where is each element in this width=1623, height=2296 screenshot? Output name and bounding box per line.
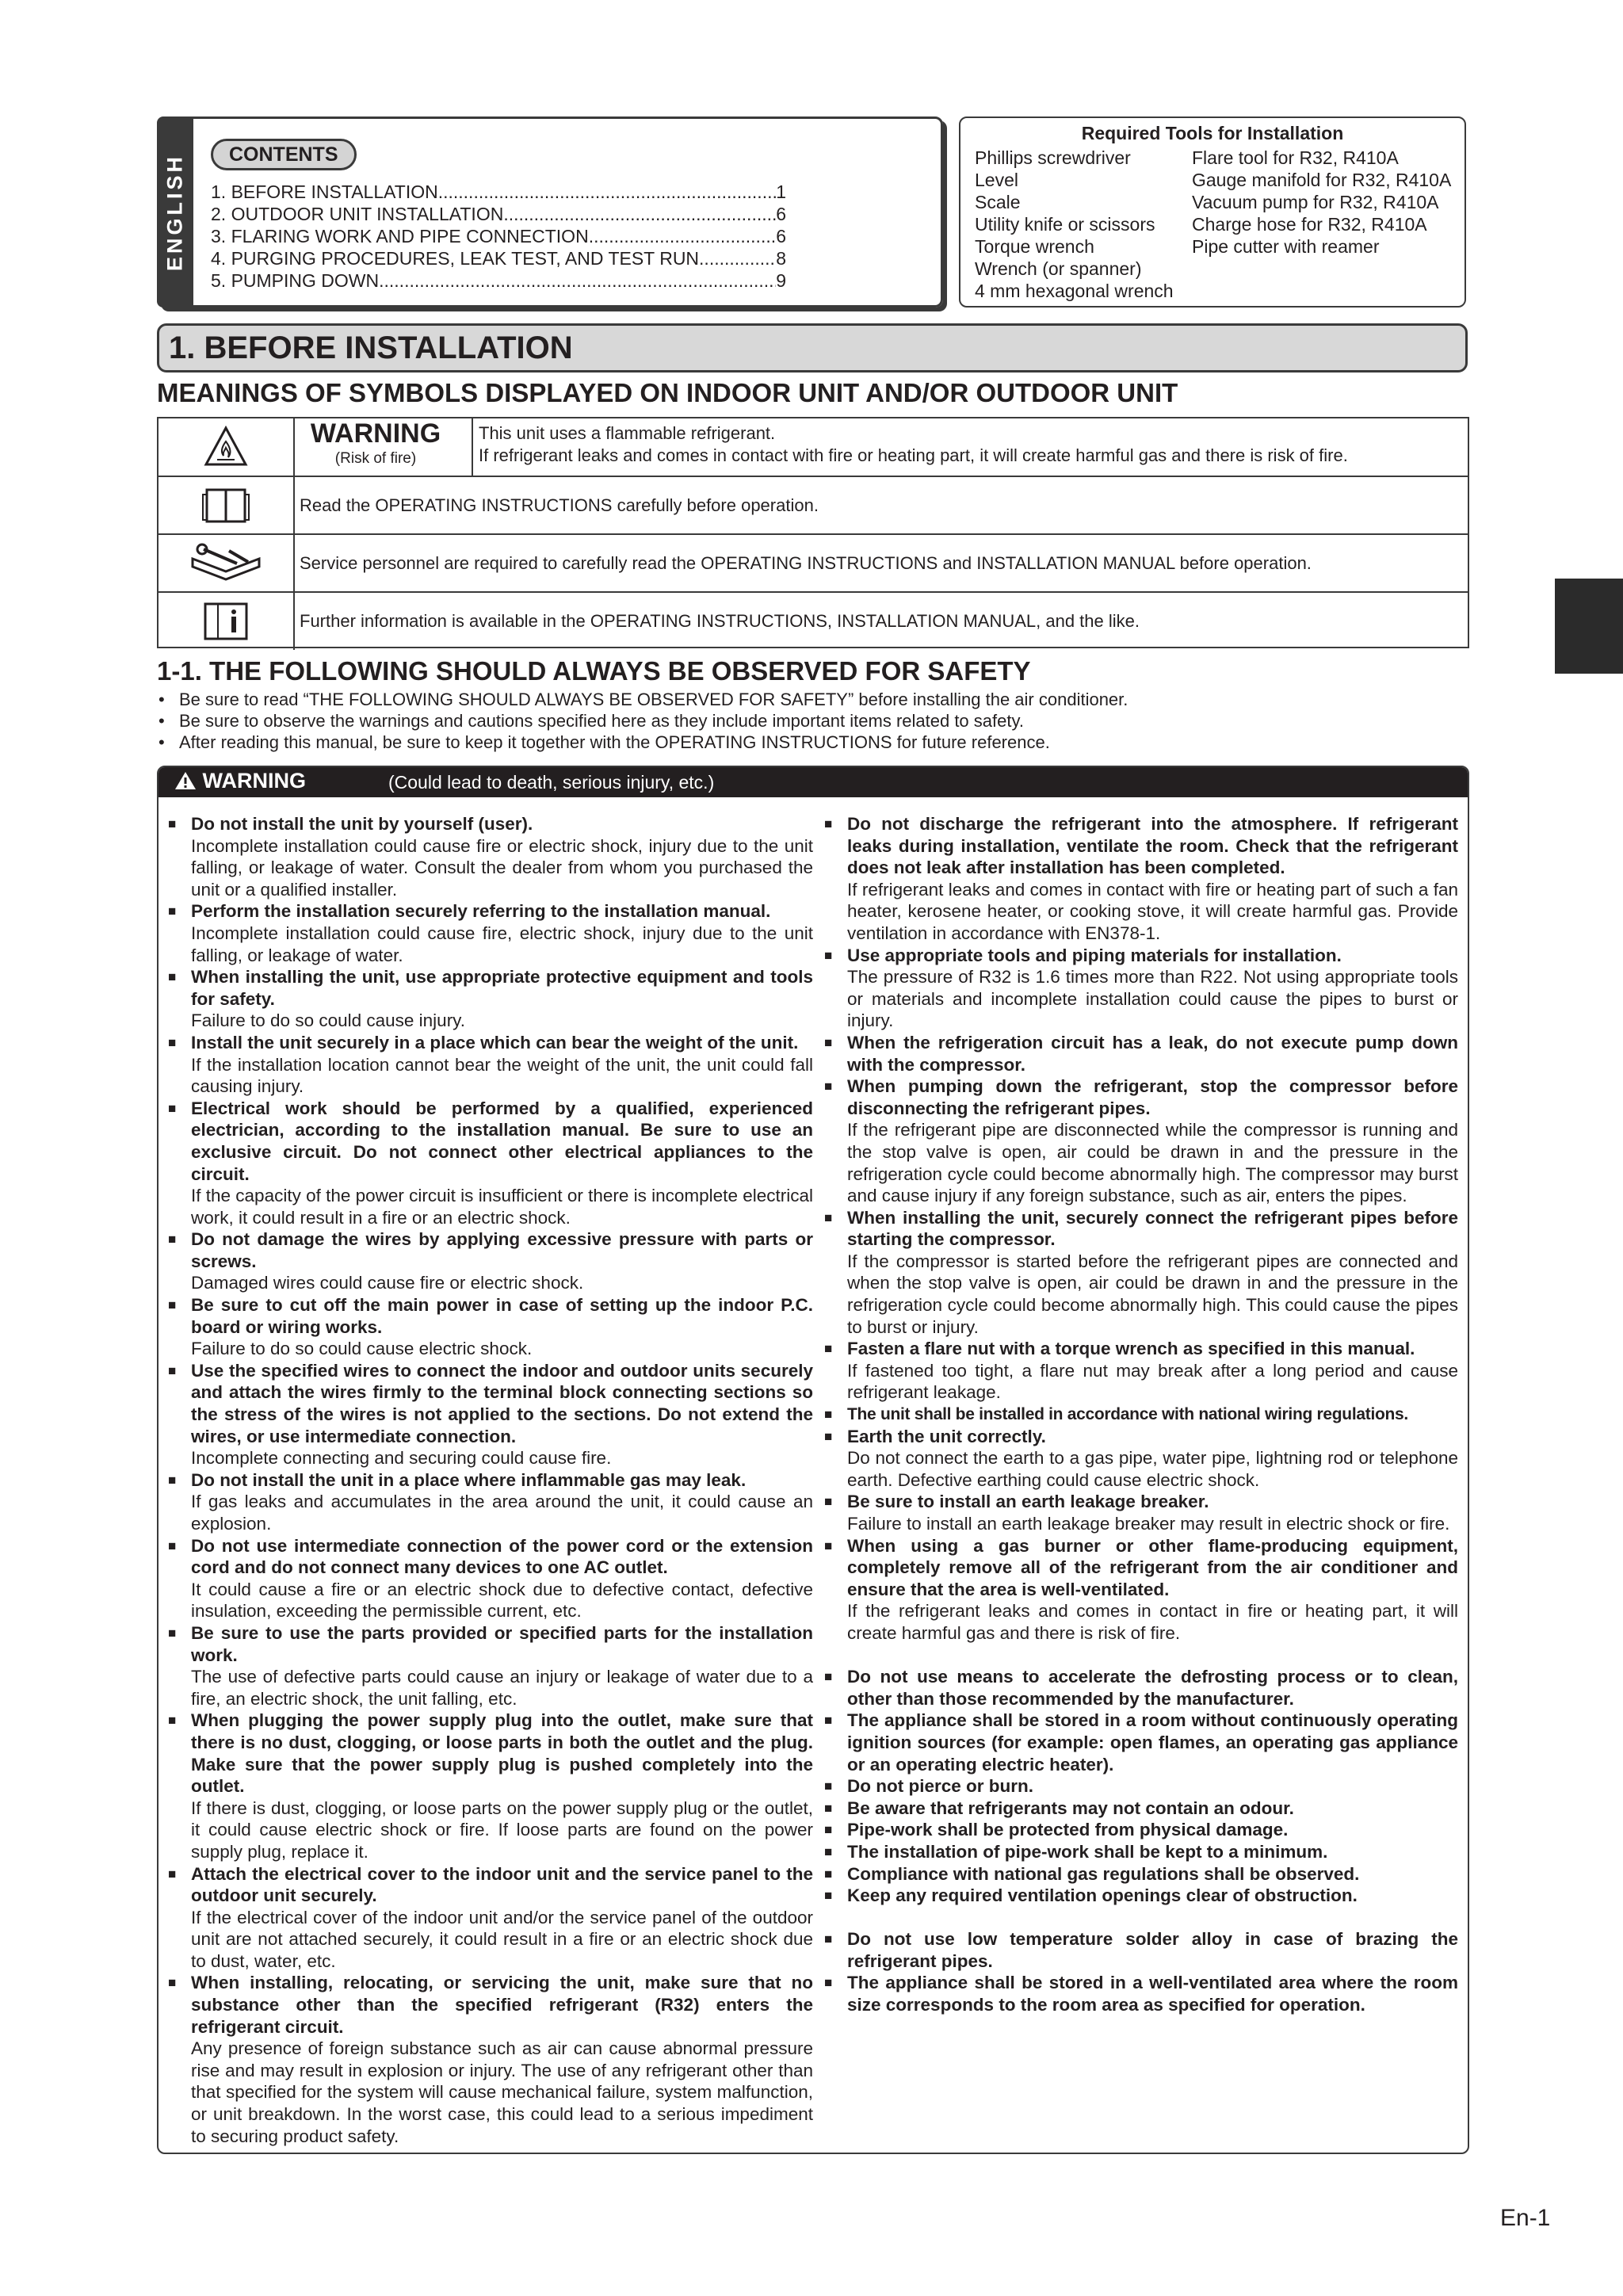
warning-item: ■ Be aware that refrigerants may not contain an odour. <box>824 1797 1458 1820</box>
tool-item: Gauge manifold for R32, R410A <box>1192 170 1452 190</box>
symbol-row-service-personnel <box>158 533 1468 591</box>
contents-list <box>211 181 786 292</box>
warning-item: ■ When installing, relocating, or servicing the unit, make sure that no substance other than the specified refrigerant (R32) enters the refrigerant circuit. Any presence of foreign substance such as air can cause abnormal pressure rise and may result in explosion or injury. The use of any refrigerant other than that specified for the system will cause mechanical failure, system malfunction, or unit breakdown. In the worst case, this could lead to a serious impediment to securing product safety. <box>168 1972 813 2147</box>
symbol-description: Further information is available in the OPERATING INSTRUCTIONS, INSTALLATION MANUAL, and the like. <box>300 611 1140 631</box>
language-tab-label: ENGLISH <box>162 153 187 271</box>
tool-item: Torque wrench <box>975 236 1094 257</box>
warning-triangle-icon <box>174 771 197 790</box>
warning-note: (Could lead to death, serious injury, etc.) <box>388 772 715 793</box>
contents-item[interactable] <box>211 269 786 292</box>
contents-item-page: 9 <box>776 270 786 291</box>
warning-item: ■ The installation of pipe-work shall be kept to a minimum. <box>824 1841 1458 1863</box>
warning-item: ■ Do not install the unit in a place where inflammable gas may leak. If gas leaks and accumulates in the area around the unit, it could cause an explosion. <box>168 1469 813 1535</box>
required-tools-title: Required Tools for Installation <box>1081 123 1344 143</box>
book-icon <box>158 477 295 533</box>
warning-item: ■ Be sure to cut off the main power in case of setting up the indoor P.C. board or wiring works. Failure to do so could cause electric shock. <box>168 1294 813 1360</box>
warning-item: ■ Be sure to use the parts provided or specified parts for the installation work. The use of defective parts could cause an injury or leakage of water due to a fire, an electric shock, the unit falling, etc. <box>168 1622 813 1710</box>
contents-item-page: 6 <box>776 226 786 246</box>
section-title: 1. BEFORE INSTALLATION <box>157 323 1468 372</box>
warning-list-right <box>824 813 1458 2016</box>
warning-item: ■ Attach the electrical cover to the indoor unit and the service panel to the outdoor unit securely. If the electrical cover of the indoor unit and/or the service panel of the outdoor unit are not attached securely, it could result in a fire or an electric shock due to dust, water, etc. <box>168 1863 813 1973</box>
warning-item: ■ Use appropriate tools and piping materials for installation. The pressure of R32 is 1.6 times more than R22. Not using appropriate tools or materials and incomplete installation could cause the pipes to burst or injury. <box>824 945 1458 1032</box>
contents-item-page: 6 <box>776 204 786 224</box>
warning-item: ■ Keep any required ventilation openings clear of obstruction. <box>824 1885 1458 1907</box>
tools-list-right <box>1192 147 1451 258</box>
warning-item: ■ When using a gas burner or other flame-producing equipment, completely remove all of the refrigerant from the air conditioner and ensure that the area is well-ventilated. If the refrigerant leaks and comes in contact in fire or heating part, it will create harmful gas and there is risk of fire. <box>824 1535 1458 1645</box>
warning-item: ■ Do not install the unit by yourself (user). Incomplete installation could cause fire or electric shock, injury due to the unit falling, or leakage of water. Consult the dealer from whom you purchased the unit or a qualified installer. <box>168 813 813 900</box>
symbol-description: Read the OPERATING INSTRUCTIONS carefully before operation. <box>300 495 819 515</box>
contents-item-label: 1. BEFORE INSTALLATION <box>211 181 438 202</box>
symbols-title: MEANINGS OF SYMBOLS DISPLAYED ON INDOOR UNIT AND/OR OUTDOOR UNIT <box>157 378 1178 407</box>
warning-item: ■ When installing the unit, use appropriate protective equipment and tools for safety. Failure to do so could cause injury. <box>168 966 813 1032</box>
contents-item[interactable] <box>211 181 786 203</box>
risk-of-fire-label: (Risk of fire) <box>334 450 417 467</box>
contents-item[interactable] <box>211 225 786 247</box>
tool-item: Pipe cutter with reamer <box>1192 236 1380 257</box>
warning-item: ■ Use the specified wires to connect the indoor and outdoor units securely and attach the wires firmly to the terminal block connecting sections so the stress of the wires is not applied to the sections. Do not extend the wires, or use intermediate connection. Incomplete connecting and securing could cause fire. <box>168 1360 813 1469</box>
language-tab <box>157 117 193 308</box>
warning-item: ■ Fasten a flare nut with a torque wrench as specified in this manual. If fastened too tight, a flare nut may break after a long period and cause refrigerant leakage. <box>824 1338 1458 1404</box>
symbol-row-operating-instructions <box>158 476 1468 533</box>
safety-bullet: • Be sure to observe the warnings and cautions specified here as they include important items related to safety. <box>157 710 1128 732</box>
tool-item: Scale <box>975 192 1021 212</box>
service-manual-icon <box>158 535 295 591</box>
warning-item: ■ Electrical work should be performed by a qualified, experienced electrician, according to the installation manual. Be sure to use an exclusive circuit. Do not connect other electrical appliances to the circuit. If the capacity of the power circuit is insufficient or there is incomplete electrical work, it could result in a fire or an electric shock. <box>168 1098 813 1229</box>
symbols-table <box>157 417 1469 648</box>
tool-item: Utility knife or scissors <box>975 214 1155 235</box>
warning-item: ■ Do not discharge the refrigerant into the atmosphere. If refrigerant leaks during installation, ventilate the room. Check that the refrigerant does not leak after installation has been completed. If refrigerant leaks and comes in contact with fire or heating part of such a fan heater, kerosene heater, or cooking stove, it will create harmful gas. Provide ventilation in accordance with EN378-1. <box>824 813 1458 945</box>
page-number: En-1 <box>1500 2205 1551 2231</box>
tool-item: Phillips screwdriver <box>975 147 1131 168</box>
contents-item[interactable] <box>211 203 786 225</box>
warning-item: ■ Be sure to install an earth leakage breaker. Failure to install an earth leakage breaker may result in electric shock or fire. <box>824 1491 1458 1534</box>
warning-item: ■ Do not damage the wires by applying excessive pressure with parts or screws. Damaged wires could cause fire or electric shock. <box>168 1228 813 1294</box>
warning-item: ■ Compliance with national gas regulations shall be observed. <box>824 1863 1458 1885</box>
symbol-row-further-information <box>158 591 1468 650</box>
warning-item: ■ Earth the unit correctly. Do not connect the earth to a gas pipe, water pipe, lightning rod or telephone earth. Defective earthing could cause electric shock. <box>824 1426 1458 1492</box>
required-tools-box <box>959 117 1466 308</box>
warning-item: ■ Install the unit securely in a place which can bear the weight of the unit. If the installation location cannot bear the weight of the unit, the unit could fall causing injury. <box>168 1032 813 1098</box>
warning-item: ■ Do not pierce or burn. <box>824 1775 1458 1797</box>
safety-bullet: • After reading this manual, be sure to keep it together with the OPERATING INSTRUCTIONS for future reference. <box>157 732 1128 753</box>
warning-item: ■ When installing the unit, securely connect the refrigerant pipes before starting the compressor. If the compressor is started before the refrigerant pipes are connected and when the stop valve is open, air could be drawn in and the pressure in the refrigeration cycle could become abnormally high. This could cause the pipes to burst or injury. <box>824 1207 1458 1339</box>
contents-item-label: 4. PURGING PROCEDURES, LEAK TEST, AND TEST RUN <box>211 248 700 269</box>
tool-item: Charge hose for R32, R410A <box>1192 214 1427 235</box>
warning-item: ■ When the refrigeration circuit has a leak, do not execute pump down with the compressor. <box>824 1032 1458 1075</box>
info-manual-icon <box>158 593 295 650</box>
flammable-warning-icon <box>158 417 295 476</box>
warning-item: ■ Do not use low temperature solder alloy in case of brazing the refrigerant pipes. <box>824 1928 1458 1972</box>
safety-bullet-list <box>157 689 1128 753</box>
tool-item: Vacuum pump for R32, R410A <box>1192 192 1439 212</box>
warning-word: WARNING <box>310 418 441 449</box>
warning-text-line: This unit uses a flammable refrigerant. <box>479 423 776 443</box>
tool-item: Level <box>975 170 1018 190</box>
contents-item-page: 8 <box>776 248 786 269</box>
contents-title: CONTENTS <box>211 139 357 170</box>
warning-item: ■ The unit shall be installed in accordance with national wiring regulations. <box>824 1404 1458 1426</box>
warning-item: ■ When plugging the power supply plug into the outlet, make sure that there is no dust, clogging, or loose parts in both the outlet and the plug. Make sure that the power supply plug is pushed completely into the outlet. If there is dust, clogging, or loose parts on the power supply plug or the outlet, it could cause electric shock or fire. If loose parts are found on the power supply plug, replace it. <box>168 1710 813 1862</box>
safety-bullet: • Be sure to read “THE FOLLOWING SHOULD ALWAYS BE OBSERVED FOR SAFETY” before installing the air conditioner. <box>157 689 1128 710</box>
symbol-description: Service personnel are required to carefully read the OPERATING INSTRUCTIONS and INSTALLATION MANUAL before operation. <box>300 553 1312 573</box>
warning-item: ■ Do not use intermediate connection of the power cord or the extension cord and do not connect many devices to one AC outlet. It could cause a fire or an electric shock due to defective contact, defective insulation, exceeding the permissible current, etc. <box>168 1535 813 1622</box>
warning-item: ■ Pipe-work shall be protected from physical damage. <box>824 1819 1458 1841</box>
contents-item-label: 5. PUMPING DOWN <box>211 270 380 291</box>
tools-list-left <box>975 147 1174 302</box>
tool-item: Flare tool for R32, R410A <box>1192 147 1399 168</box>
warning-item: ■ When pumping down the refrigerant, stop the compressor before disconnecting the refrigerant pipes. If the refrigerant pipe are disconnected while the compressor is running and the stop valve is open, air could be drawn in and the pressure in the refrigeration cycle could become abnormally high. The compressor may burst and cause injury if any foreign substance, such as air, enters the pipes. <box>824 1075 1458 1207</box>
warning-label: WARNING <box>202 769 307 793</box>
contents-item-label: 3. FLARING WORK AND PIPE CONNECTION <box>211 226 589 246</box>
contents-item-page: 1 <box>776 181 786 202</box>
tool-item: 4 mm hexagonal wrench <box>975 281 1174 301</box>
symbol-row-warning <box>158 417 1468 476</box>
chapter-side-tab <box>1555 579 1623 674</box>
warning-word-cell <box>296 417 455 468</box>
warning-item: ■ The appliance shall be stored in a well-ventilated area where the room size corresponds to the room area as specified for operation. <box>824 1972 1458 2015</box>
warning-header-bar <box>158 767 1468 797</box>
warning-item: ■ Perform the installation securely referring to the installation manual. Incomplete installation could cause fire, electric shock, injury due to the unit falling, or leakage of water. <box>168 900 813 966</box>
safety-heading: 1-1. THE FOLLOWING SHOULD ALWAYS BE OBSERVED FOR SAFETY <box>157 656 1031 686</box>
warning-label-group <box>174 769 306 793</box>
warning-item: ■ Do not use means to accelerate the defrosting process or to clean, other than those recommended by the manufacturer. <box>824 1666 1458 1710</box>
warning-list-left <box>168 813 813 2147</box>
warning-box <box>157 766 1469 2154</box>
warning-text-line: If refrigerant leaks and comes in contact with fire or heating part, it will create harmful gas and there is risk of fire. <box>479 445 1348 465</box>
contents-item[interactable] <box>211 247 786 269</box>
contents-item-label: 2. OUTDOOR UNIT INSTALLATION <box>211 204 504 224</box>
warning-item: ■ The appliance shall be stored in a room without continuously operating ignition sources (for example: open flames, an operating gas appliance or an operating electric heater). <box>824 1710 1458 1775</box>
tool-item: Wrench (or spanner) <box>975 258 1142 279</box>
